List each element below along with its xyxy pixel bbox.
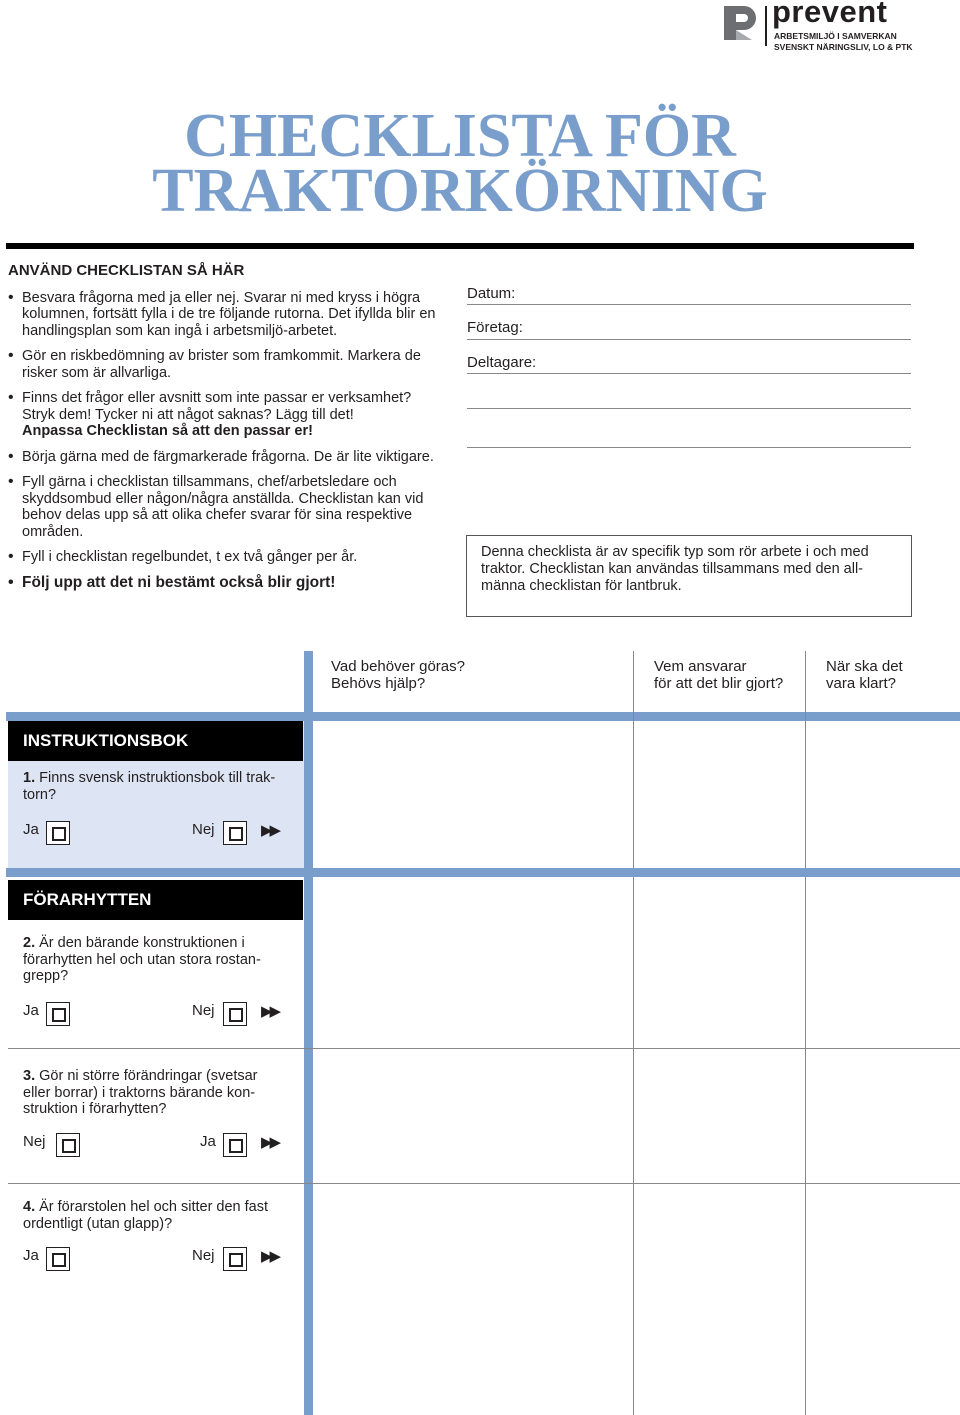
continue-arrow-icon: ▶▶ xyxy=(261,822,279,839)
section-heading-instruktionsbok: INSTRUKTIONSBOK xyxy=(8,721,303,761)
page-title-line-1: CHECKLISTA FÖR xyxy=(184,102,736,170)
q4-left-label: Ja xyxy=(23,1247,39,1264)
section-heading-forarhytten: FÖRARHYTTEN xyxy=(8,880,303,920)
instruction-item: • Fyll i checklistan regelbundet, t ex två gånger per år. xyxy=(8,549,448,566)
q2-left-checkbox[interactable] xyxy=(46,1002,70,1026)
continue-arrow-icon: ▶▶ xyxy=(261,1134,279,1151)
logo-subtitle-line-2: SVENSKT NÄRINGSLIV, LO & PTK xyxy=(774,42,913,52)
q2-right-label: Nej xyxy=(192,1002,215,1019)
instruction-item: • Börja gärna med de färgmarkerade frågorna. De är lite viktigare. xyxy=(8,449,448,466)
logo-subtitle-line-1: ARBETSMILJÖ I SAMVERKAN xyxy=(774,31,897,41)
column-divider-blue xyxy=(304,651,313,1415)
q4-right-checkbox[interactable] xyxy=(223,1247,247,1271)
date-label: Datum: xyxy=(467,285,516,302)
column-divider xyxy=(805,651,806,1415)
instruction-item: • Finns det frågor eller avsnitt som inte passar er verksamhet? Stryk dem! Tycker ni att något saknas? Lägg till det! Anpassa Checklistan så att den passar er! xyxy=(8,390,448,440)
question-divider xyxy=(8,1048,960,1049)
participants-field-line[interactable] xyxy=(467,408,911,409)
column-header-what: Vad behöver göras? Behövs hjälp? xyxy=(331,658,465,692)
question-1: 1. Finns svensk instruktionsbok till trak-torn? xyxy=(23,770,276,803)
column-header-who: Vem ansvarar för att det blir gjort? xyxy=(654,658,784,692)
section-rule-blue xyxy=(6,868,960,877)
instruction-item: • Gör en riskbedömning av brister som framkommit. Markera de risker som är allvarliga. xyxy=(8,348,448,381)
table-top-rule-blue xyxy=(6,712,960,721)
participants-field[interactable] xyxy=(467,373,911,374)
instructions-heading: ANVÄND CHECKLISTAN SÅ HÄR xyxy=(8,262,245,279)
q3-left-checkbox[interactable] xyxy=(56,1133,80,1157)
column-divider xyxy=(633,651,634,1415)
participants-field-line[interactable] xyxy=(467,447,911,448)
q1-right-label: Nej xyxy=(192,821,215,838)
q3-right-checkbox[interactable] xyxy=(223,1133,247,1157)
logo-divider xyxy=(765,6,767,46)
q2-left-label: Ja xyxy=(23,1002,39,1019)
instructions-block xyxy=(8,263,448,600)
question-3: 3. Gör ni större förändringar (svetsar eller borrar) i traktorns bärande kon-struktion i förarhytten? xyxy=(23,1068,258,1117)
prevent-logo-mark-icon xyxy=(724,6,756,40)
q2-right-checkbox[interactable] xyxy=(223,1002,247,1026)
date-field[interactable] xyxy=(467,304,911,305)
note-box: Denna checklista är av specifik typ som rör arbete i och med traktor. Checklistan kan användas tillsammans med den all-männa checklistan för lantbruk. xyxy=(466,535,912,617)
q1-right-checkbox[interactable] xyxy=(223,821,247,845)
instruction-emphasis: Anpassa Checklistan så att den passar er! xyxy=(22,423,313,439)
continue-arrow-icon: ▶▶ xyxy=(261,1003,279,1020)
instruction-item: • Följ upp att det ni bestämt också blir gjort! xyxy=(8,575,448,592)
q1-left-label: Ja xyxy=(23,821,39,838)
instruction-item: • Fyll gärna i checklistan tillsammans, chef/arbetsledare och skyddsombud eller någon/några anställda. Checklistan kan vid behov delas upp så att olika chefer svarar för sina respektive områden. xyxy=(8,474,448,540)
logo-subtitle xyxy=(774,31,913,53)
q4-left-checkbox[interactable] xyxy=(46,1247,70,1271)
q4-right-label: Nej xyxy=(192,1247,215,1264)
question-divider xyxy=(8,1183,960,1184)
q3-right-label: Ja xyxy=(200,1133,216,1150)
page-title-line-2: TRAKTORKÖRNING xyxy=(152,157,768,225)
company-label: Företag: xyxy=(467,319,523,336)
q1-left-checkbox[interactable] xyxy=(46,821,70,845)
logo-wordmark: prevent xyxy=(772,0,888,29)
question-4: 4. Är förarstolen hel och sitter den fast ordentligt (utan glapp)? xyxy=(23,1199,269,1232)
top-rule xyxy=(6,243,914,249)
instruction-item: • Besvara frågorna med ja eller nej. Svarar ni med kryss i högra kolumnen, fortsätt fylla i de tre följande rutorna. Det ifyllda blir en handlingsplan som kan ingå i arbetsmiljö-arbetet. xyxy=(8,290,448,340)
q3-left-label: Nej xyxy=(23,1133,46,1150)
participants-label: Deltagare: xyxy=(467,354,537,371)
continue-arrow-icon: ▶▶ xyxy=(261,1248,279,1265)
question-2: 2. Är den bärande konstruktionen i förarhytten hel och utan stora rostan-grepp? xyxy=(23,935,261,984)
company-field[interactable] xyxy=(467,339,911,340)
column-header-when: När ska det vara klart? xyxy=(826,658,903,692)
